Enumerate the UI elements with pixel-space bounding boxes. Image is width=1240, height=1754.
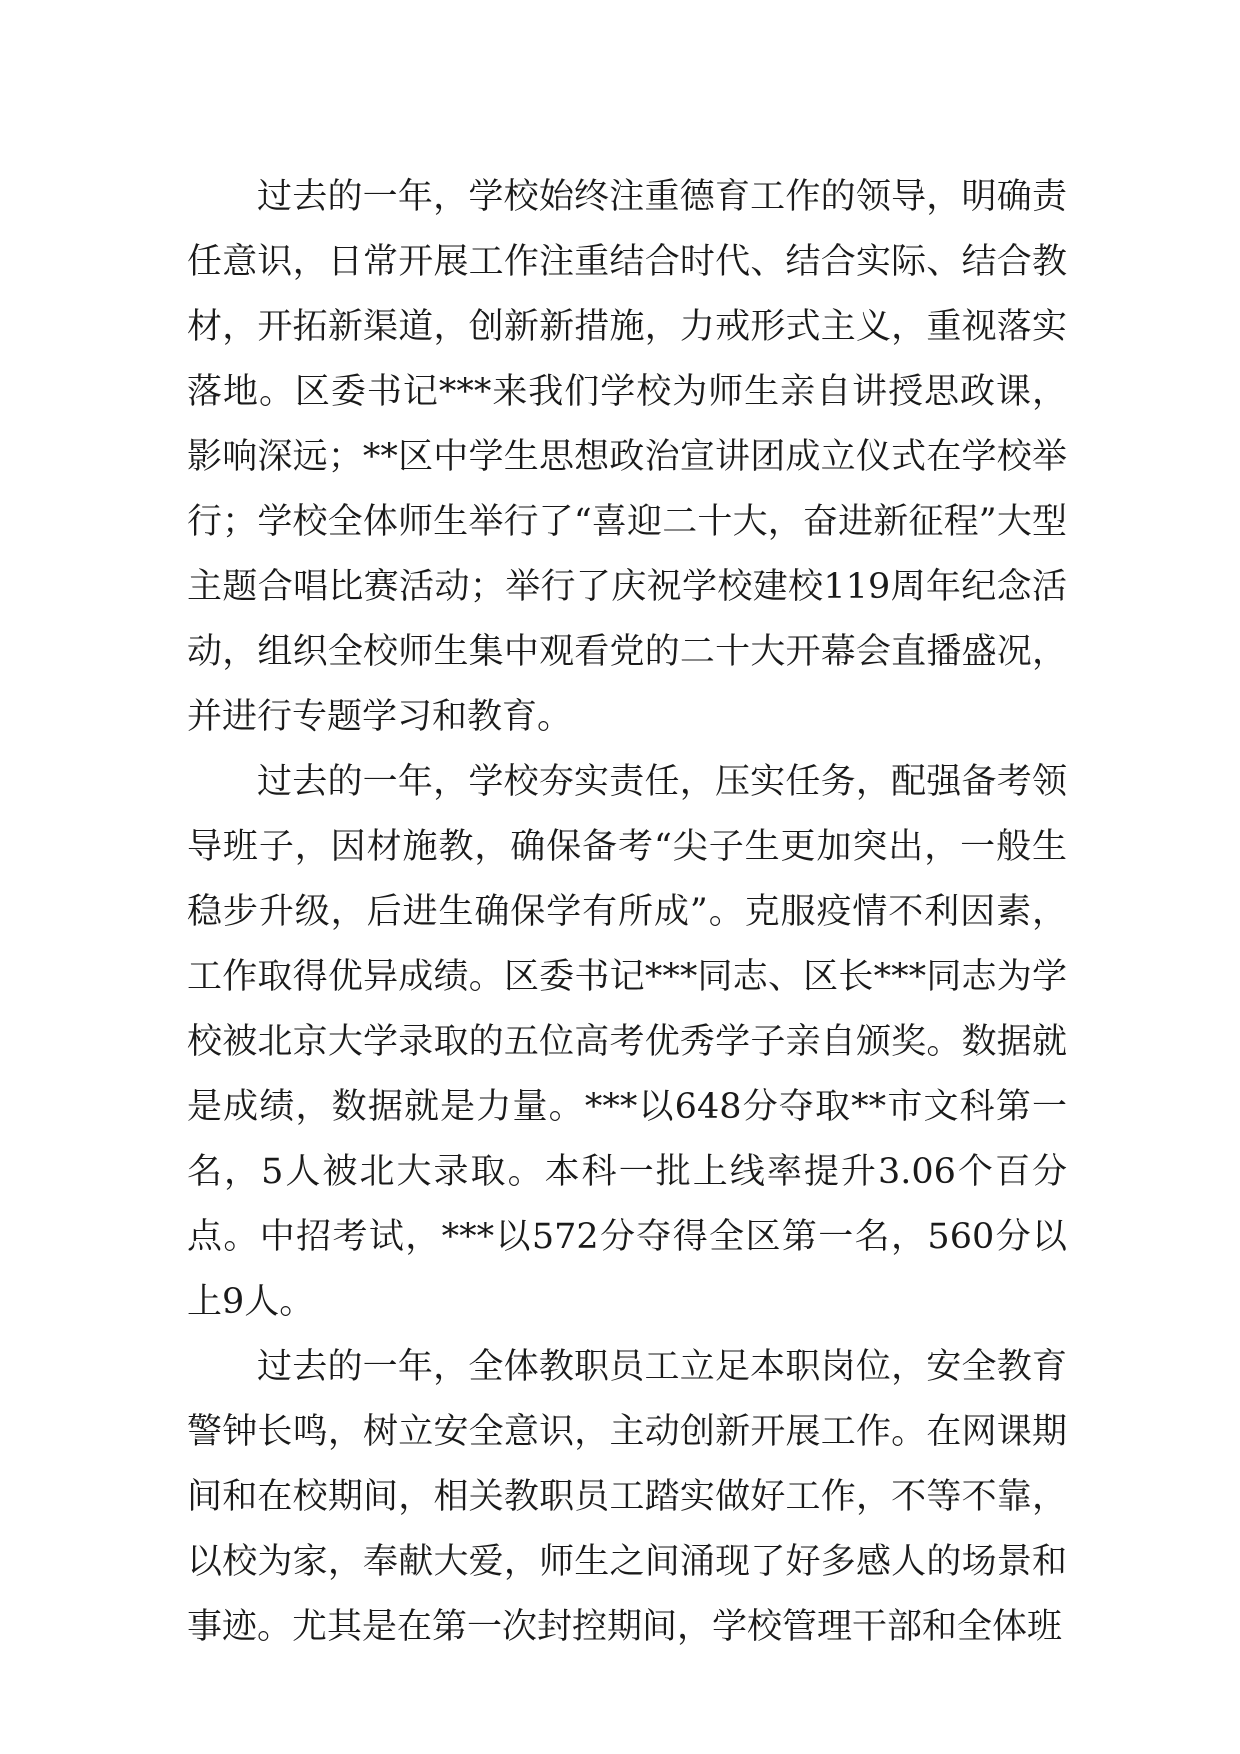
paragraph-exam-results: 过去的一年，学校夯实责任，压实任务，配强备考领导班子，因材施教，确保备考“尖子生更加突出，一般生稳步升级，后进生确保学有所成”。克服疫情不利因素，工作取得优异成绩。区委书记***同志、区长***同志为学校被北京大学录取的五位高考优秀学子亲自颁奖。数据就是成绩，数据就是力量。***以648分夺取**市文科第一名，5人被北大录取。本科一批上线率提升3.06个百分点。中招考试，***以572分夺得全区第一名，560分以上9人。: [187, 762, 1067, 1322]
paragraph-moral-education: 过去的一年，学校始终注重德育工作的领导，明确责任意识，日常开展工作注重结合时代、结合实际、结合教材，开拓新渠道，创新新措施，力戒形式主义，重视落实落地。区委书记***来我们学校为师生亲自讲授思政课，影响深远；**区中学生思想政治宣讲团成立仪式在学校举行；学校全体师生举行了“喜迎二十大，奋进新征程”大型主题合唱比赛活动；举行了庆祝学校建校119周年纪念活动，组织全校师生集中观看党的二十大开幕会直播盛况，并进行专题学习和教育。: [187, 177, 1067, 737]
paragraph-staff-safety: 过去的一年，全体教职员工立足本职岗位，安全教育警钟长鸣，树立安全意识，主动创新开展工作。在网课期间和在校期间，相关教职员工踏实做好工作，不等不靠，以校为家，奉献大爱，师生之间涌现了好多感人的场景和事迹。尤其是在第一次封控期间，学校管理干部和全体班: [187, 1347, 1067, 1647]
document-body: [187, 165, 1067, 1660]
